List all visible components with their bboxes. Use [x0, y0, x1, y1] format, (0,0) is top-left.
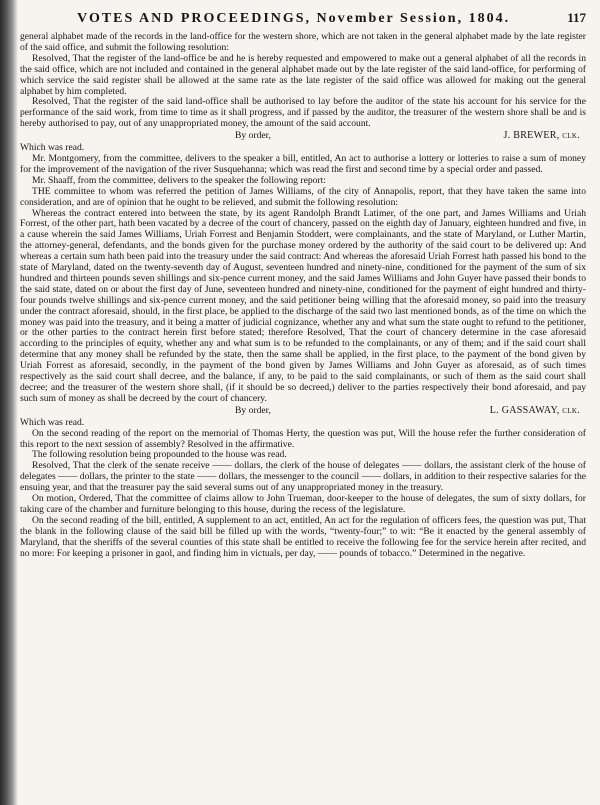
paragraph: Mr. Shaaff, from the committee, delivers to the speaker the following report: [32, 174, 326, 186]
whereas-clause: Whereas the contract entered into between the state, by its agent Randolph Brandt Latimer, of the one part, and James Williams and Uriah Forrest, of the other part, hath been vacated by a decree of the court of chancery, passed on the eighth day of January, eighteen hundred and five, in a cause wherein the said James Williams, Uriah Forrest and Benjamin Stoddert, were complainants, and the state of Maryland, or Luther Martin, the attorney-general, defendants, and the bonds given for the purchase money ordered by the authority of the said court to be delivered up: And whereas a certain sum hath been paid into the treasury under the said contract: And whereas the aforesaid Uriah Forrest hath passed his bond to the state of Maryland, dated on the twenty-seventh day of August, seventeen hundred and ninety-nine, conditioned for the payment of the sum of six hundred and thirteen pounds seven shillings and six-pence current money, and the said James Williams and John Guyer have passed their bonds to the said state, dated on or about the first day of June, seventeen hundred and ninety-nine, conditioned for the payment of eight hundred and thirty-four pounds twelve shillings and six-pence current money, and the said petitioner being willing that the aforesaid money, so paid into the treasury under the contract aforesaid, should, in the first place, be applied to the discharge of the said two last mentioned bonds, as of the time on which the money was paid into the treasury, and it being a matter of judicial cognizance, whether any and what sum the state ought to refund to the petitioner, or the other parties to the contract herein first before stated; therefore Resolved, That the court of chancery determine in the case aforesaid according to the principles of equity, whether any and what sum is to be refunded to the complainants, or any of them; and if the said court shall determine that any money shall be refunded by the state, then the same shall be applied, in the first place, to the payment of the bond given by Uriah Forrest as aforesaid, secondly, in the payment of the bond given by James Williams and John Guyer as aforesaid, as of such times respectively as the said court shall decree, and the balance, if any, to be paid to the said complainants, or such of them as the said court shall decree; and the treasurer of the western shore shall, (if it should be so decreed,) deliver to the parties respectively their bond aforesaid, and pay such sum of money as shall be decreed by the court of chancery. [20, 207, 586, 404]
paragraph: Which was read. [20, 416, 85, 428]
signature-block [20, 406, 586, 417]
paragraph: Mr. Montgomery, from the committee, delivers to the speaker a bill, entitled, An act to authorise a lottery or lotteries to raise a sum of money for the improvement of the navigation of the river Susquehanna; which was read the first and second time by a special order and passed. [20, 152, 586, 175]
paragraph: general alphabet made of the records in the land-office for the western shore, which are not taken in the general alphabet made by the late register of the said office, and submit the following resolution: [20, 31, 586, 53]
report: THE committee to whom was referred the petition of James Williams, of the city of Annapolis, report, that they have taken the same into consideration, and are of opinion that he ought to be relieved, and submit the following resolution: [20, 185, 586, 208]
binding-shadow [0, 0, 18, 805]
running-title: VOTES AND PROCEEDINGS, November Session, 1804. [77, 11, 511, 26]
resolution: Resolved, That the clerk of the senate receive —— dollars, the clerk of the house of delegates —— dollars, the assistant clerk of the house of delegates —— dollars, the printer to the state —— dollars, the messenger to the council —— dollars, in addition to their respective salaries for the ensuing year, and that the treasurer pay the said several sums out of any unappropriated money in the treasury. [20, 460, 586, 494]
paragraph: Which was read. [20, 142, 85, 154]
page-body [20, 32, 586, 560]
by-order: By order, [235, 404, 271, 416]
paragraph: On the second reading of the report on the memorial of Thomas Herty, the question was put, Will the house refer the further consideration of this report to the next session of assembly? Resolved in the affirmative. [20, 427, 586, 450]
order: On motion, Ordered, That the committee of claims allow to John Trueman, door-keeper to the house of delegates, the sum of sixty dollars, for taking care of the chamber and furniture belonging to this house, during the recess of the legislature. [20, 493, 586, 515]
signature-block [20, 131, 586, 142]
paragraph: The following resolution being propounded to the house was read. [32, 449, 287, 461]
page-header [20, 10, 586, 32]
page-number: 117 [567, 10, 586, 25]
clerk-signature: L. GASSAWAY, clk. [489, 404, 580, 416]
resolution: Resolved, That the register of the said land-office shall be authorised to lay before the auditor of the state his account for his service for the performance of the said work, from time to time as it shall progress, and if passed by the auditor, the treasurer of the western shore shall be and is hereby authorised to pay, out of any unappropriated money, the amount of the said account. [20, 96, 586, 130]
resolution: Resolved, That the register of the land-office be and he is hereby requested and empowered to make out a general alphabet of all the records in the said office, which are not included and contained in the general alphabet made out by the late register of the said land-office, for performing of which service the said register shall be allowed at the same rate as the late register of the said office was allowed for making out the general alphabet by him completed. [20, 52, 586, 97]
by-order: By order, [235, 130, 271, 142]
clerk-signature: J. BREWER, clk. [503, 130, 580, 142]
paragraph: On the second reading of the bill, entitled, A supplement to an act, entitled, An act for the regulation of officers fees, the question was put, That the blank in the following clause of the said bill be filled up with the words, “twenty-four;” to wit: “Be it enacted by the general assembly of Maryland, that the sheriffs of the several counties of this state shall be entitled to receive the following fee for the service herein after recited, and no more: For keeping a prisoner in gaol, and finding him in victuals, per day, —— pounds of tobacco.” Determined in the negative. [20, 514, 586, 559]
